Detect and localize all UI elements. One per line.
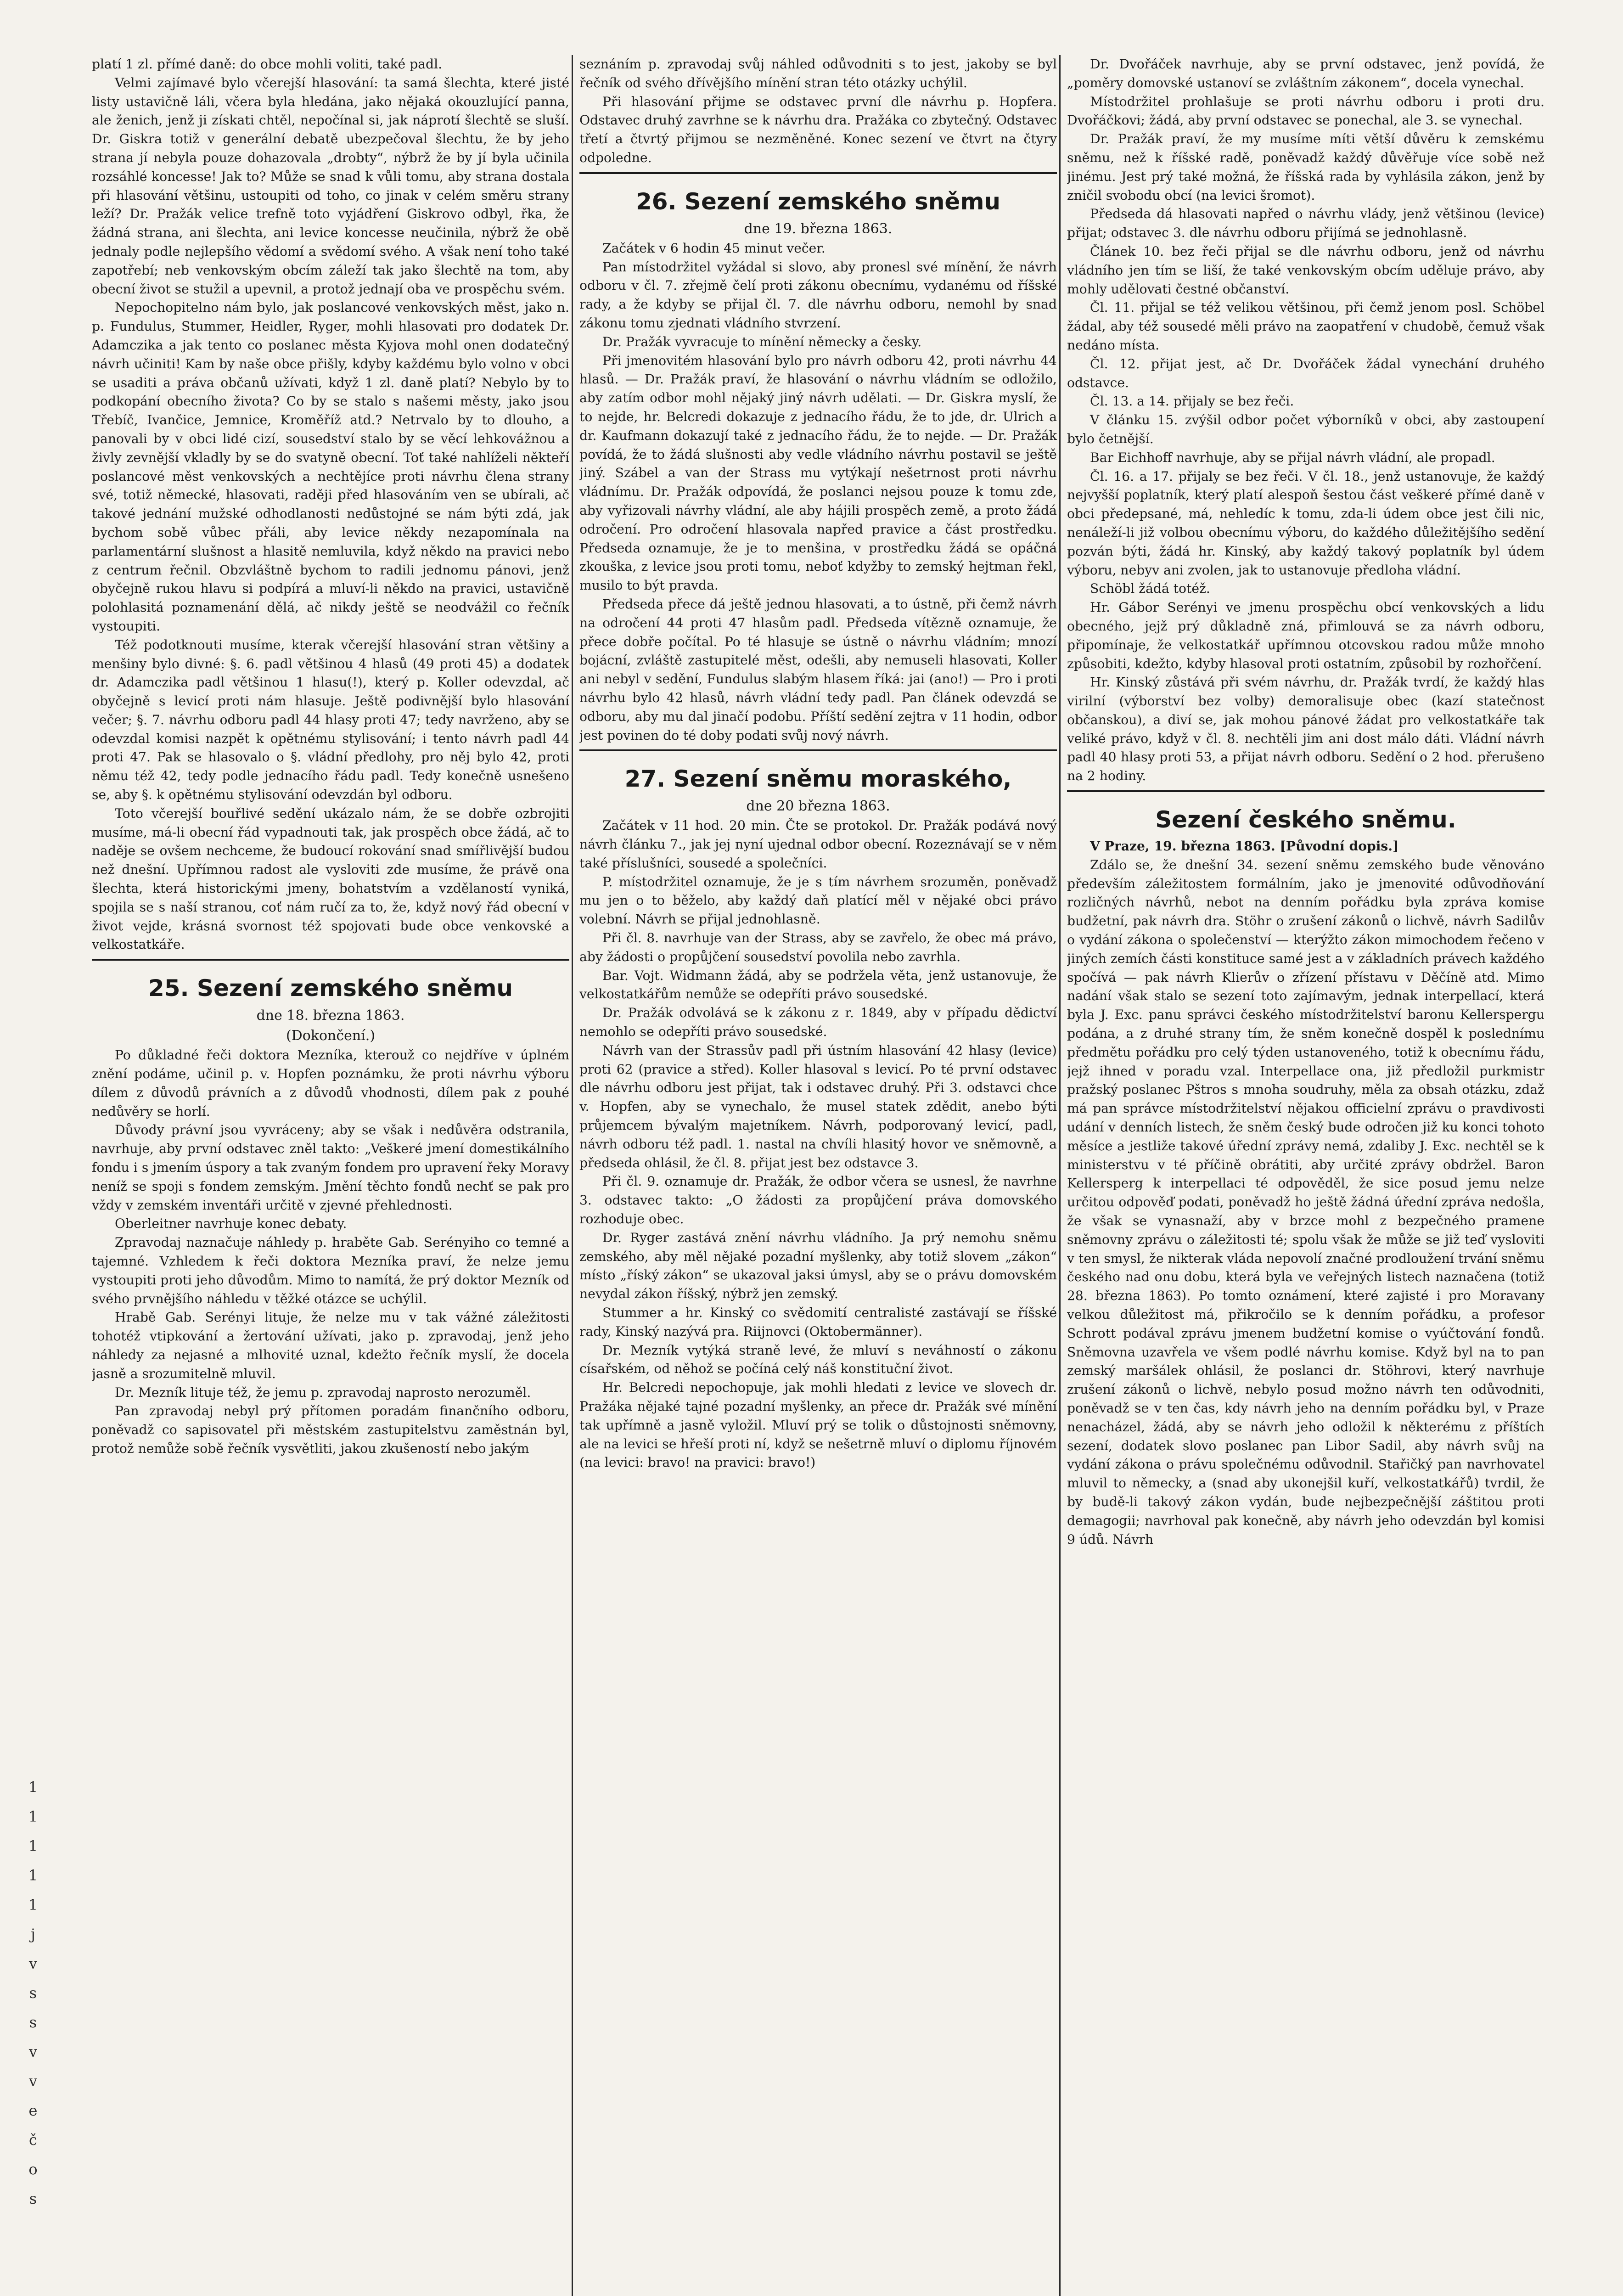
section-divider	[579, 749, 1057, 751]
paragraph: Nepochopitelno nám bylo, jak poslancové venkovských měst, jako n. p. Fundulus, Stummer, Heidler, Ryger, mohli hlasovati pro dodatek Dr. Adamczika a jak tento co poslanec města Kyjova mohl onen dodatečný návrh učiniti! Kam by naše obce přišly, kdyby každému bylo volno v obci se usaditi a práva občanů užívati, když 1 zl. daně platí? Nebylo by to podkopání obecního života? Co by se stalo s našemi městy, jako jsou Třebíč, Ivančice, Jemnice, Kroměříž atd.? Netrvalo by to dlouho, a panovali by v obci lidé cizí, sousedství stalo by se věcí lehkovážnou a živly zevnější vkladly by se do svatyně obecní. Toť také nahlíželi někteří poslancové měst venkovských a nechtějíce proti návrhu člena strany své, totiž německé, hlasovati, raději před hlasováním ven se ubírali, ač takové jednání mužské odhodlanosti nedůstojné se nám býti zdá, jak bychom sobě vůbec přáli, aby levice někdy nezapomínala na parlamentární slušnost a hlasitě nemluvila, když někdo na pravici nebo z centrum řečnil. Obzvláštně bychom to radili jednomu pánovi, jenž obyčejně rukou hlavu si podpírá a mluví-li někdo na pravici, ustavičně polohlasitá poznamenání dělá, ač nikdy ještě se neodvážil co řečník vystoupiti.	[92, 300, 569, 634]
paragraph: Zpravodaj naznačuje náhledy p. hraběte Gab. Serényiho co temné a tajemné. Vzhledem k řeči doktora Mezníka praví, že nelze jemu vystoupiti proti jeho důvodům. Mimo to namítá, že prý doktor Mezník od svého prvnějšího náhledu v těžké otázce se uchýlil.	[92, 1235, 569, 1306]
section-divider	[579, 172, 1057, 174]
section-heading: 26. Sezení zemského sněmu	[635, 188, 1001, 215]
paragraph: Stummer a hr. Kinský co svědomití centralisté zastávají se říšské rady, Kinský nazývá pra. Riijnovci (Oktobermänner).	[579, 1305, 1057, 1339]
paragraph: Dr. Pražák praví, že my musíme míti větší důvěru k zemskému sněmu, než k říšské radě, poněvadž každý důvěřuje více sobě než jinému. Jest prý také možná, že říšská rada by vyhlásila zákon, jenž by zničil svobodu obcí (na levici šromot).	[1067, 131, 1544, 203]
paragraph: Při hlasování přijme se odstavec první dle návrhu p. Hopfera. Odstavec druhý zavrhne se k návrhu dra. Pražáka co zbytečný. Odstavec třetí a čtvrtý přijmou se nezměněné. Konec sezení ve čtvrt na čtyry odpoledne.	[579, 94, 1057, 165]
paragraph: Hr. Kinský zůstává při svém návrhu, dr. Pražák tvrdí, že každý hlas virilní (výborství bez volby) demoralisuje obec (kazí statečnost občanskou), a diví se, jak mohou pánové žádat pro velkostatkáře tak veliké právo, když v čl. 8. nechtěli jim ani dost málo dáti. Vládní návrh padl 40 hlasy proti 53, a přijat návrh odboru. Sedění o 2 hod. přerušeno na 2 hodiny.	[1067, 675, 1544, 784]
margin-mark: 1	[28, 1896, 38, 1913]
dateline: V Praze, 19. března 1863. [Původní dopis.]	[1090, 838, 1399, 854]
margin-mark: v	[28, 2043, 38, 2060]
paragraph: P. místodržitel oznamuje, že je s tím návrhem srozuměn, poněvadž mu jen o to běželo, aby každý daň platící měl v nějaké obci právo volební. Návrh se přijal jednohlasně.	[579, 874, 1057, 927]
column-right	[1067, 55, 1544, 2296]
margin-mark: v	[28, 2072, 38, 2090]
section-date: dne 19. března 1863.	[744, 220, 893, 237]
paragraph: Bar Eichhoff navrhuje, aby se přijal návrh vládní, ale propadl.	[1090, 450, 1495, 465]
margin-mark: 1	[28, 1778, 38, 1796]
paragraph: Při čl. 8. navrhuje van der Strass, aby se zavřelo, že obec má právo, aby žádosti o propůjčení sousedství povolila nebo zavrhla.	[579, 930, 1057, 964]
section-heading: Sezení českého sněmu.	[1155, 806, 1456, 833]
paragraph: Začátek v 11 hod. 20 min. Čte se protokol. Dr. Pražák podává nový návrh článku 7., jak jej nyní ujednal odbor obecní. Rozeznávají se v něm také příslušníci, sousedé a společníci.	[579, 818, 1057, 871]
section-divider	[1067, 790, 1544, 792]
paragraph: Důvody právní jsou vyvráceny; aby se však i nedůvěra odstranila, navrhuje, aby první odstavec zněl takto: „Veškeré jmení domestikálního fondu i s jmením úspory a tak zvaným fondem pro upravení řeky Moravy neníž se spoji s fondem zemským. Jmění těchto fondů nechť se pak pro vždy v zemském inventáři určitě v zjevné přehlednosti.	[92, 1122, 569, 1213]
paragraph: Dr. Ryger zastává znění návrhu vládního. Ja prý nemohu sněmu zemského, aby měl nějaké pozadní myšlenky, aby totiž slovem „zákon“ místo „říský zákon“ se ukazoval jaksi úmysl, aby se o právu domovském nevydal zákon říšský, nýbrž jen zemský.	[579, 1230, 1057, 1302]
paragraph: Dr. Pražák odvolává se k zákonu z r. 1849, aby v případu dědictví nemohlo se odepříti právo sousedské.	[579, 1005, 1057, 1040]
paragraph: Čl. 13. a 14. přijaly se bez řeči.	[1090, 394, 1294, 409]
section-date: dne 18. března 1863.	[256, 1007, 405, 1024]
paragraph: seznáním p. zpravodaj svůj náhled odůvodniti s to jest, jakoby se byl řečník od svého dřívějšího mínění stran této otázky uchýlil.	[579, 56, 1057, 90]
paragraph: Dr. Mezník lituje též, že jemu p. zpravodaj naprosto nerozuměl.	[115, 1384, 531, 1400]
margin-mark: s	[29, 2190, 37, 2207]
paragraph: Návrh van der Strassův padl při ústním hlasování 42 hlasy (levice) proti 62 (pravice a střed). Koller hlasoval s levicí. Po té první odstavec dle návrhu odboru jest přijat, tak i odstavec druhý. Při 3. odstavci chce v. Hopfen, aby se vynechalo, že musel statek zdědit, anebo býti průjemcem bývalým majetníkem. Návrh, podporovaný levicí, padl, návrh odboru též padl. 1. nastal na chvíli hlasitý hovor ve sněmovně, a předseda ohlásil, že čl. 8. přijat jest bez odstavce 3.	[579, 1042, 1057, 1171]
section-date: dne 20 března 1863.	[746, 798, 890, 815]
section-note: (Dokončení.)	[286, 1028, 376, 1044]
margin-mark: j	[31, 1925, 35, 1943]
paragraph: Čl. 12. přijat jest, ač Dr. Dvořáček žádal vynechání druhého odstavce.	[1067, 356, 1544, 390]
column-rule	[1059, 55, 1061, 2296]
paragraph: Předseda přece dá ještě jednou hlasovati, a to ústně, při čemž návrh na odročení 44 proti 47 hlasům padl. Předseda vítězně oznamuje, že přece dobře počítal. Po té hlasuje se ústně o návrhu vládním; mnozí bojácní, zvláště zastupitelé měst, odešli, aby nemuseli hlasovati, Koller ani nebyl v sedění, Fundulus slabým hlasem říká: jai (ano!) — Pro i proti návrhu bylo 42 hlasů, návrh vládní tedy padl. Pan článek odevzdá se odboru, aby mu dal jinačí podobu. Příští sedění zejtra v 11 hodin, odbor jest povinen do té doby podati svůj nový návrh.	[579, 596, 1057, 743]
paragraph: Toto včerejší bouřlivé sedění ukázalo nám, že se dobře ozbrojiti musíme, má-li obecní řád vypadnouti tak, jak prospěch obce žádá, ač to naděje se ovšem nechceme, že budoucí rokování snad smířlivější budou než dnešní. Upřímnou radost ale vysloviti zde musíme, že právě ona šlechta, která historickými jmeny, bohatstvím a vzdělaností vyniká, spojila se s naší stranou, coť nám ručí za to, že, když nový řád obecní v život vejde, krásná svornost též spojovati bude obce venkovské a velkostatkáře.	[92, 805, 569, 952]
margin-mark: s	[29, 1984, 37, 2002]
paragraph: Hr. Gábor Serényi ve jmenu prospěchu obcí venkovských a lidu obecného, jejž prý důkladně zná, přimlouvá se za návrh odboru, připomínaje, že velkostatkář upřímnou otcovskou radou může mnoho způsobiti, kdežto, kdyby hlasoval proti ostatním, způsobil by rozhořčení.	[1067, 600, 1544, 671]
paragraph: Čl. 11. přijal se též velikou většinou, při čemž jenom posl. Schöbel žádal, aby též sousedé měli právo na zaopatření v chudobě, čemuž však nedáno místa.	[1067, 300, 1544, 353]
paragraph: V článku 15. zvýšil odbor počet výborníků v obci, aby zastoupení bylo četnější.	[1067, 412, 1544, 446]
column-rule	[572, 55, 573, 2296]
paragraph: Při jmenovitém hlasování bylo pro návrh odboru 42, proti návrhu 44 hlasů. — Dr. Pražák praví, že hlasování o návrhu vládním se odložilo, aby zatím odbor mohl nějaký jiný návrh udělati. — Dr. Giskra myslí, že to nejde, hr. Belcredi dokazuje z jednacího řádu, že to jde, dr. Ulrich a dr. Kaufmann dokazují také z jednacího řádu, že to nejde. — Dr. Pražák povídá, že to žádá slušnosti aby vedle vládního návrhu postavil se ještě jiný. Szábel a van der Strass mu vytýkají nešetrnost proti návrhu vládnímu. Dr. Pražák odpovídá, že poslanci nejsou pouze k tomu zde, aby vyřizovali návrhy vládní, ale aby hájili prospěch země, a proto žádá odročení. Pro odročení hlasovala napřed pravice a část prostředku. Předseda oznamuje, že je to menšina, v prostředku žádá se opáčná zkouška, z levice jsou proti tomu, neboť kdyžby to zemský hejtman řekl, musilo to být pravda.	[579, 353, 1057, 593]
paragraph: Oberleitner navrhuje konec debaty.	[115, 1216, 347, 1232]
margin-mark: o	[28, 2161, 38, 2178]
margin-mark: e	[28, 2102, 38, 2119]
margin-mark: 1	[28, 1867, 38, 1884]
column-left	[92, 55, 569, 2296]
paragraph: Při čl. 9. oznamuje dr. Pražák, že odbor včera se usnesl, že navrhne 3. odstavec takto: „O žádosti za propůjčení práva domovského rozhoduje obec.	[579, 1174, 1057, 1227]
section-heading: 27. Sezení sněmu moraského,	[624, 765, 1012, 793]
paragraph: platí 1 zl. přímé daně: do obce mohli voliti, také padl.	[92, 56, 443, 72]
margin-mark: v	[28, 1955, 38, 1972]
paragraph: Velmi zajímavé bylo včerejší hlasování: ta samá šlechta, které jisté listy ustavičně láli, včera byla hledána, jako nějaká okouzlující panna, ale ženich, jenž ji získati chtěl, nepočínal si, jak náprotí šlechtě se sluší. Dr. Giskra totiž v generální debatě ubezpečoval šlechtu, že by jeho strana jí nebyla pouze dohazovala „drobty“, nýbrž že by jí byla učinila rozsáhlé koncesse! Jak to? Může se snad k vůli tomu, aby strana dostala při hlasování většinu, ustoupiti od toho, co jinak v celém směru strany leží? Dr. Pražák velice trefně toto vyjádření Giskrovo odbyl, řka, že žádná strana, ani šlechta, ani levice koncesse neučinila, nýbrž že obě jednaly podle nejlepšího vědomí a svědomí svého. A však není toho také zapotřebí; neb venkovským obcím záleží tak jako šlechtě na tom, aby obecní život se stužil a upevnil, a protož jednají oba ve prospěchu svém.	[92, 75, 569, 297]
paragraph: Dr. Dvořáček navrhuje, aby se první odstavec, jenž povídá, že „poměry domovské ustanoví se zvláštním zákonem“, docela vynechal.	[1067, 56, 1544, 90]
paragraph: Místodržitel prohlašuje se proti návrhu odboru i proti dru. Dvořáčkovi; žádá, aby první odstavec se ponechal, ale 3. se vynechal.	[1067, 94, 1544, 128]
paragraph: Hrabě Gab. Serényi lituje, že nelze mu v tak vážné záležitosti tohotéž vtipkování a žertování užívati, jako p. zpravodaj, jenž jeho náhledy za nejasné a mlhovité uznal, kdežto řečník myslí, že docela jasně a srozumitelně mluvil.	[92, 1310, 569, 1381]
paragraph: Čl. 16. a 17. přijaly se bez řeči. V čl. 18., jenž ustanovuje, že každý nejvyšší poplatník, který platí alespoň šestou část veškeré přímé daně v obci předepsané, má, nehledíc k tomu, zda-li údem obce jest čili nic, nenáleží-li již volbou obecnímu výboru, do každého důležitějšího sedění pozván býti, žádá hr. Kinský, aby každý takový poplatník byl údem výboru, nebyv ani zvolen, jak to ustanovuje předloha vládní.	[1067, 468, 1544, 578]
margin-mark: s	[29, 2014, 37, 2031]
paragraph: Schöbl žádá totéž.	[1090, 581, 1210, 597]
margin-mark: 1	[28, 1837, 38, 1855]
paragraph: Začátek v 6 hodin 45 minut večer.	[602, 240, 826, 256]
paragraph: Dr. Mezník vytýká straně levé, že mluví s neváhností o zákonu císařském, od něhož se počíná celý náš konstituční život.	[579, 1342, 1057, 1377]
paragraph: Předseda dá hlasovati napřed o návrhu vlády, jenž většinou (levice) přijat; odstavec 3. dle návrhu odboru přijímá se jednohlasně.	[1067, 206, 1544, 241]
paragraph: Též podotknouti musíme, kterak včerejší hlasování stran většiny a menšiny bylo divné: §. 6. padl většinou 4 hlasů (49 proti 45) a dodatek dr. Adamczika padl většinou 1 hlasu(!), který p. Koller odevzdal, ač obyčejně s levicí proti nám hlasuje. Ještě podivnější bylo hlasování večer; §. 7. návrhu odboru padl 44 hlasy proti 47; tedy navrženo, aby se odevzdal komisi nazpět k opětnému stylisování; i tento návrh padl 44 proti 47. Pak se hlasovalo o §. vládní předlohy, pro něj bylo 42, proti němu též 42, tedy podle jednacího řádu padl. Tedy konečně usnešeno se, aby §. k opětnému stylisování odevzdán byl odboru.	[92, 637, 569, 803]
section-heading: 25. Sezení zemského sněmu	[148, 975, 513, 1002]
margin-mark: č	[29, 2131, 37, 2149]
paragraph: Článek 10. bez řeči přijal se dle návrhu odboru, jenž od návrhu vládního jen tím se liší, že také venkovským obcím uděluje právo, aby mohly udělovati čestné občanství.	[1067, 243, 1544, 297]
paragraph: Bar. Vojt. Widmann žádá, aby se podržela věta, jenž ustanovuje, že velkostatkářům nemůže se odepříti právo sousedské.	[579, 968, 1057, 1002]
paragraph: Pan zpravodaj nebyl prý přítomen poradám finančního odboru, poněvadž co sapisovatel při městském zastupitelstvu zaměstnán byl, protož nemůže sobě řečník vysvětliti, jakou zkušeností nebo jakým	[92, 1403, 569, 1456]
column-middle	[579, 55, 1057, 2296]
margin-mark: 1	[28, 1808, 38, 1825]
paragraph: Hr. Belcredi nepochopuje, jak mohli hledati z levice ve slovech dr. Pražáka nějaké tajné pozadní myšlenky, an přece dr. Pražák své mínění tak upřímně a jasně vyložil. Mluví prý se tolik o důstojnosti sněmovny, ale na levici se hřeší proti ní, když se nešetrně mluví o diplomu říjnovém (na levici: bravo! na pravici: bravo!)	[579, 1380, 1057, 1470]
paragraph: Po důkladné řeči doktora Mezníka, kterouž co nejdříve v úplném znění podáme, učinil p. v. Hopfen poznámku, že proti návrhu výboru dílem z důvodů právních a z důvodů vhodnosti, dílem pak z pouhé nedůvěry se horlí.	[92, 1047, 569, 1119]
paragraph: Pan místodržitel vyžádal si slovo, aby pronesl své mínění, že návrh odboru v čl. 7. zřejmě čelí proti zákonu obecnímu, vydanému od říšské rady, a že kdyby se přijal čl. 7. dle návrhu odboru, nemohl by snad zákonu tomu zjednati vládního stvrzení.	[579, 259, 1057, 331]
section-divider	[92, 959, 569, 961]
paragraph: Dr. Pražák vyvracuje to mínění německy a česky.	[602, 334, 922, 349]
paragraph: Zdálo se, že dnešní 34. sezení sněmu zemského bude věnováno především záležitostem formálním, jako je jmenovité odůvodňování rozličných návrhů, nebot na denním pořádku byla zpráva komise budžetní, pak návrh dra. Stöhr o zrušení zákonů o lichvě, návrh Sadilův o vydání zákona o společenství — kterýžto zákon mimochodem řečeno v jiných zemích části konstituce samé jest a v základních právech každého spočívá — pak návrh Klierův o zřízení přístavu v Děčíně atd. Mimo nadání však stalo se sezení toto zajímavým, jednak interpellací, která byla J. Exc. panu správci českého místodržitelství baronu Kellerspergu podána, a z druhé strany tím, že sněm konečně dospěl k poslednímu předmětu pořádku pro celý týden ustanoveného, totiž k obecnímu řádu, jejž ihned v poradu vzal. Interpellace ona, již předložil purkmistr pražský poslanec Pštros s mnoha soudruhy, měla za obsah otázku, zdaž má pan správce místodržitelství nějakou officielní zprávu o pravdivosti udání v denních listech, že sněm český bude odročen již ku konci tohoto měsíce a jestliže takové úřední zprávy nemá, zdaliby J. Exc. nechtěl se k ministerstvu v té příčině obrátiti, aby určité zprávy obdržel. Baron Kellersperg k interpellaci té odpověděl, že sice posud jemu nelze určitou odpověď podati, poněvadž ho ještě žádná úřední zpráva nedošla, že však se vynasnaží, aby v brzce mohl z bezpečného pramene sněmovny zprávu o záležitosti té; spolu však že může se již teď vysloviti v ten smysl, že nikterak vláda nepovolí značné prodloužení trvání sněmu českého nad onu dobu, která byla ve veřejných listech naznačena (totiž 28. března 1863). Po tomto oznámení, které zajisté i pro Moravany velkou důležitost má, přikročilo se k denním pořádku, a profesor Schrott podával zprávu jmenem budžetní komise o vyúčtování fondů. Sněmovna uzavřela ve všem podlé návrhu komise. Když byl na to pan zemský maršálek ohlásil, že poslanci dr. Stöhrovi, který navrhuje zrušení zákonů o lichvě, nebylo posud možno návrh ten odůvodniti, poněvadž se v ten čas, kdy návrh jeho na denním pořádku byl, v Praze nenacházel, žádá, aby se návrh jeho odložil k některému z příštích sezení, dodatek slovo poslanec pan Libor Sadil, aby návrh svůj na vydání zákona o právu společnému odůvodnil. Stařičký pan navrhovatel mluvil to německy, a (snad aby ukonejšil kuří, velkostatkářů) tvrdil, že by budě-li takový zákon vydán, bude nejbezpečnější záštitou proti demagogii; navrhoval pak konečně, aby návrh jeho odevzdán byl komisi 9 údů. Návrh	[1067, 857, 1544, 1547]
margin-marks	[24, 1773, 42, 2213]
